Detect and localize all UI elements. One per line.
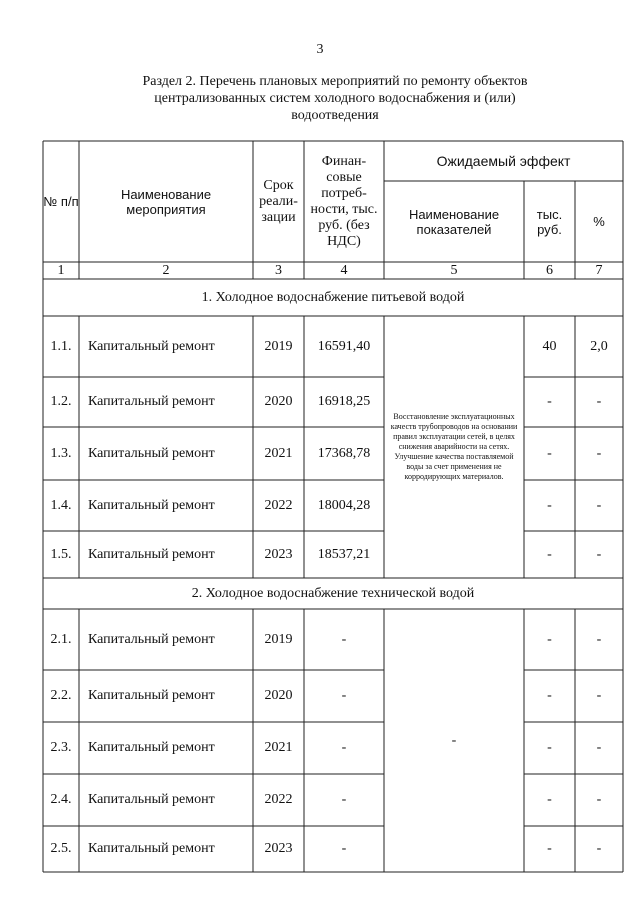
row-name: Капитальный ремонт — [88, 546, 215, 562]
row-year: 2021 — [264, 740, 293, 755]
row-year: 2022 — [264, 792, 293, 807]
row-percent: - — [596, 546, 602, 562]
column-number: 4 — [340, 262, 348, 278]
page-number: 3 — [316, 42, 324, 57]
row-rub: - — [547, 497, 552, 513]
row-rub: - — [547, 740, 552, 755]
row-num: 1.5. — [50, 546, 72, 562]
row-num: 1.4. — [50, 497, 72, 513]
row-year: 2022 — [264, 497, 293, 513]
row-name: Капитальный ремонт — [88, 740, 215, 755]
row-rub: - — [547, 631, 552, 647]
row-rub: - — [547, 394, 552, 409]
row-year: 2021 — [264, 445, 293, 461]
row-name: Капитальный ремонт — [88, 792, 215, 807]
row-percent: - — [596, 394, 602, 409]
row-percent: - — [596, 792, 602, 807]
row-rub: - — [547, 445, 552, 461]
header-term: Срок реали-зации — [259, 177, 298, 225]
row-rub: - — [547, 841, 552, 856]
row-finance: - — [341, 841, 347, 856]
row-name: Капитальный ремонт — [88, 394, 215, 409]
header-name: Наименование мероприятия — [120, 186, 212, 217]
row-year: 2020 — [264, 688, 293, 703]
column-number: 7 — [595, 262, 603, 278]
row-name: Капитальный ремонт — [88, 841, 215, 856]
row-finance: 18537,21 — [317, 546, 371, 562]
row-rub: 40 — [542, 338, 557, 354]
row-percent: - — [596, 688, 602, 703]
row-finance: 16591,40 — [317, 338, 371, 354]
column-number: 3 — [275, 262, 282, 278]
header-num: № п/п — [43, 194, 79, 209]
header-percent: % — [593, 214, 605, 229]
row-num: 1.2. — [50, 394, 72, 409]
row-year: 2019 — [264, 338, 293, 354]
section1-title: 1. Холодное водоснабжение питьевой водой — [201, 289, 465, 305]
row-num: 2.4. — [50, 792, 72, 807]
row-finance: - — [341, 792, 347, 807]
row-num: 2.3. — [50, 740, 72, 755]
row-percent: - — [596, 841, 602, 856]
section2-title: 2. Холодное водоснабжение технической водой — [191, 585, 475, 601]
row-rub: - — [547, 546, 552, 562]
column-number: 1 — [57, 262, 65, 278]
header-indicator: Наименование показателей — [408, 206, 500, 237]
row-year: 2023 — [264, 841, 293, 856]
row-finance: - — [341, 688, 347, 703]
row-name: Капитальный ремонт — [88, 631, 215, 647]
header-effect: Ожидаемый эффект — [436, 152, 571, 169]
row-year: 2020 — [264, 394, 293, 409]
row-year: 2019 — [264, 631, 293, 647]
column-number: 2 — [162, 262, 170, 278]
row-name: Капитальный ремонт — [88, 338, 215, 354]
row-name: Капитальный ремонт — [88, 497, 215, 513]
row-finance: - — [341, 740, 347, 755]
row-percent: - — [596, 497, 602, 513]
row-rub: - — [547, 792, 552, 807]
row-num: 2.2. — [50, 688, 72, 703]
title-line: централизованных систем холодного водоснабжения и (или) — [154, 91, 516, 106]
row-name: Капитальный ремонт — [88, 445, 215, 461]
row-finance: 17368,78 — [317, 445, 371, 461]
row-year: 2023 — [264, 546, 293, 562]
row-num: 2.1. — [50, 631, 72, 647]
title-line: водоотведения — [291, 108, 379, 123]
row-num: 1.3. — [50, 445, 72, 461]
header-rub: тыс. руб. — [536, 206, 563, 237]
row-finance: - — [341, 631, 347, 647]
section2-effect-text: - — [451, 732, 457, 748]
row-name: Капитальный ремонт — [88, 688, 215, 703]
row-percent: - — [596, 740, 602, 755]
row-finance: 18004,28 — [317, 497, 371, 513]
section1-effect-text: Восстановление эксплуатационных качеств трубопроводов на основании правил эксплуатации сетей, в целях снижения аварийности на сетях. Улучшение качества поставляемой воды за счет применения не корродирующих материалов. — [390, 412, 518, 481]
row-percent: 2,0 — [590, 338, 608, 354]
row-num: 1.1. — [50, 338, 72, 354]
title-line: Раздел 2. Перечень плановых мероприятий по ремонту объектов — [142, 74, 528, 89]
row-num: 2.5. — [50, 841, 72, 856]
row-finance: 16918,25 — [317, 394, 371, 409]
column-number: 6 — [546, 262, 553, 278]
row-rub: - — [547, 688, 552, 703]
row-percent: - — [596, 631, 602, 647]
column-number: 5 — [450, 262, 458, 278]
header-finance: Финан-совые потреб-ности, тыс. руб. (без НДС) — [310, 153, 378, 249]
row-percent: - — [596, 445, 602, 461]
